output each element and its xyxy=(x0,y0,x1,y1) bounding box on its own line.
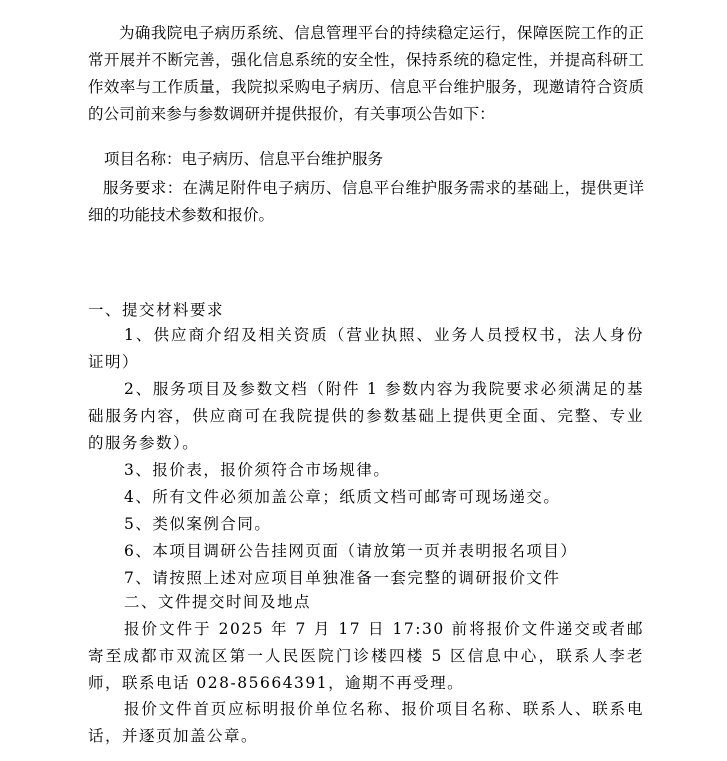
materials-item-7: 7、请按照上述对应项目单独准备一套完整的调研报价文件 xyxy=(124,569,561,587)
section-1-heading: 一、提交材料要求 xyxy=(88,301,225,319)
project-name-line: 项目名称：电子病历、信息平台维护服务 xyxy=(104,150,384,168)
materials-item-5: 5、类似案例合同。 xyxy=(124,515,272,533)
intro-paragraph: 为确我院电子病历系统、信息管理平台的持续稳定运行，保障医院工作的正常开展并不断完善，强化信息系统的安全性，保持系统的稳定性，并提高科研工作效率与工作质量，我院拟采购电子病历、信息平台维护服务，现邀请符合资质的公司前来参与参数调研并提供报价，有关事项公告如下： xyxy=(88,24,644,123)
materials-item-3: 3、报价表，报价须符合市场规律。 xyxy=(124,461,391,479)
section-2-heading: 二、文件提交时间及地点 xyxy=(124,593,312,611)
cover-page-note-paragraph: 报价文件首页应标明报价单位名称、报价项目名称、联系人、联系电话，并逐页加盖公章。 xyxy=(88,700,644,745)
materials-item-1: 1、供应商介绍及相关资质（营业执照、业务人员授权书，法人身份证明） xyxy=(88,326,644,371)
materials-item-2: 2、服务项目及参数文档（附件 1 参数内容为我院要求必须满足的基础服务内容，供应商可在我院提供的参数基础上提供更全面、完整、专业的服务参数）。 xyxy=(88,380,644,452)
materials-item-4: 4、所有文件必须加盖公章；纸质文档可邮寄可现场递交。 xyxy=(124,488,561,506)
materials-item-6: 6、本项目调研公告挂网页面（请放第一页并表明报名项目） xyxy=(124,542,578,560)
submission-deadline-paragraph: 报价文件于 2025 年 7 月 17 日 17:30 前将报价文件递交或者邮寄至成都市双流区第一人民医院门诊楼四楼 5 区信息中心，联系人李老师，联系电话 028-85664391，逾期不再受理。 xyxy=(88,620,644,692)
service-requirements-paragraph: 服务要求：在满足附件电子病历、信息平台维护服务需求的基础上，提供更详细的功能技术参数和报价。 xyxy=(88,179,644,224)
materials-list xyxy=(88,322,644,592)
